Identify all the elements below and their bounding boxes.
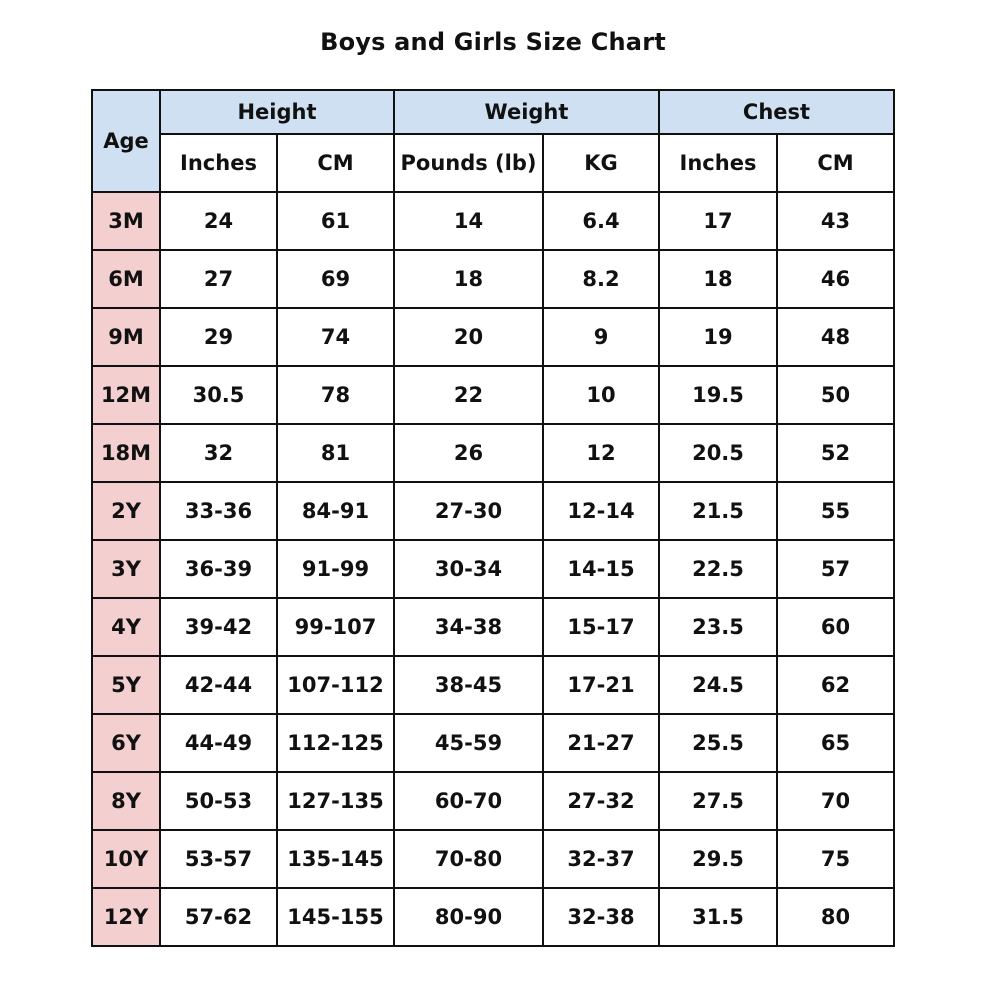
chest-cm-cell: 60 <box>777 598 894 656</box>
chart-title: Boys and Girls Size Chart <box>320 28 666 56</box>
weight-pounds-cell: 60-70 <box>394 772 543 830</box>
height-group-header: Height <box>160 90 394 134</box>
height-cm-cell: 135-145 <box>277 830 394 888</box>
chest-cm-cell: 62 <box>777 656 894 714</box>
height-inches-cell: 33-36 <box>160 482 277 540</box>
weight-pounds-cell: 70-80 <box>394 830 543 888</box>
table-row <box>92 714 894 772</box>
weight-kg-cell: 14-15 <box>543 540 659 598</box>
height-inches-header: Inches <box>160 134 277 192</box>
height-cm-cell: 112-125 <box>277 714 394 772</box>
chest-inches-cell: 23.5 <box>659 598 777 656</box>
height-cm-cell: 78 <box>277 366 394 424</box>
weight-pounds-cell: 27-30 <box>394 482 543 540</box>
age-cell: 12M <box>92 366 160 424</box>
table-row <box>92 772 894 830</box>
height-inches-cell: 24 <box>160 192 277 250</box>
chest-cm-cell: 43 <box>777 192 894 250</box>
height-inches-cell: 44-49 <box>160 714 277 772</box>
height-inches-cell: 39-42 <box>160 598 277 656</box>
weight-kg-cell: 27-32 <box>543 772 659 830</box>
chest-cm-cell: 46 <box>777 250 894 308</box>
table-row <box>92 250 894 308</box>
age-cell: 9M <box>92 308 160 366</box>
chest-cm-cell: 80 <box>777 888 894 946</box>
weight-pounds-header: Pounds (lb) <box>394 134 543 192</box>
height-cm-cell: 145-155 <box>277 888 394 946</box>
height-cm-cell: 127-135 <box>277 772 394 830</box>
weight-pounds-cell: 18 <box>394 250 543 308</box>
weight-kg-cell: 32-37 <box>543 830 659 888</box>
weight-pounds-cell: 45-59 <box>394 714 543 772</box>
height-cm-cell: 81 <box>277 424 394 482</box>
height-cm-header: CM <box>277 134 394 192</box>
height-inches-cell: 50-53 <box>160 772 277 830</box>
weight-kg-cell: 10 <box>543 366 659 424</box>
height-inches-cell: 36-39 <box>160 540 277 598</box>
table-row <box>92 192 894 250</box>
size-chart-table <box>91 89 895 947</box>
table-row <box>92 656 894 714</box>
chest-inches-cell: 27.5 <box>659 772 777 830</box>
chest-cm-cell: 75 <box>777 830 894 888</box>
chest-cm-cell: 70 <box>777 772 894 830</box>
chest-cm-cell: 57 <box>777 540 894 598</box>
age-cell: 8Y <box>92 772 160 830</box>
weight-kg-cell: 32-38 <box>543 888 659 946</box>
weight-kg-cell: 9 <box>543 308 659 366</box>
weight-kg-cell: 8.2 <box>543 250 659 308</box>
weight-pounds-cell: 20 <box>394 308 543 366</box>
age-cell: 6M <box>92 250 160 308</box>
weight-kg-cell: 6.4 <box>543 192 659 250</box>
age-cell: 5Y <box>92 656 160 714</box>
chest-inches-cell: 24.5 <box>659 656 777 714</box>
table-row <box>92 830 894 888</box>
age-cell: 3Y <box>92 540 160 598</box>
height-inches-cell: 32 <box>160 424 277 482</box>
weight-pounds-cell: 34-38 <box>394 598 543 656</box>
chest-cm-cell: 48 <box>777 308 894 366</box>
age-cell: 18M <box>92 424 160 482</box>
chest-inches-cell: 21.5 <box>659 482 777 540</box>
chest-inches-cell: 22.5 <box>659 540 777 598</box>
weight-kg-cell: 21-27 <box>543 714 659 772</box>
chest-cm-cell: 55 <box>777 482 894 540</box>
table-row <box>92 888 894 946</box>
height-cm-cell: 74 <box>277 308 394 366</box>
height-cm-cell: 107-112 <box>277 656 394 714</box>
height-inches-cell: 53-57 <box>160 830 277 888</box>
table-row <box>92 482 894 540</box>
chest-inches-cell: 29.5 <box>659 830 777 888</box>
chest-inches-cell: 20.5 <box>659 424 777 482</box>
chest-inches-cell: 25.5 <box>659 714 777 772</box>
age-cell: 3M <box>92 192 160 250</box>
height-cm-cell: 91-99 <box>277 540 394 598</box>
weight-pounds-cell: 38-45 <box>394 656 543 714</box>
chest-cm-cell: 50 <box>777 366 894 424</box>
table-row <box>92 424 894 482</box>
height-inches-cell: 29 <box>160 308 277 366</box>
chest-inches-cell: 17 <box>659 192 777 250</box>
weight-kg-header: KG <box>543 134 659 192</box>
chest-inches-header: Inches <box>659 134 777 192</box>
height-inches-cell: 42-44 <box>160 656 277 714</box>
table-row <box>92 540 894 598</box>
weight-kg-cell: 15-17 <box>543 598 659 656</box>
weight-kg-cell: 12 <box>543 424 659 482</box>
height-inches-cell: 30.5 <box>160 366 277 424</box>
height-inches-cell: 27 <box>160 250 277 308</box>
weight-pounds-cell: 26 <box>394 424 543 482</box>
chest-inches-cell: 18 <box>659 250 777 308</box>
height-cm-cell: 69 <box>277 250 394 308</box>
chest-inches-cell: 19.5 <box>659 366 777 424</box>
weight-pounds-cell: 30-34 <box>394 540 543 598</box>
weight-pounds-cell: 22 <box>394 366 543 424</box>
age-cell: 6Y <box>92 714 160 772</box>
weight-kg-cell: 12-14 <box>543 482 659 540</box>
table-row <box>92 308 894 366</box>
table-body <box>92 192 894 946</box>
age-cell: 10Y <box>92 830 160 888</box>
height-cm-cell: 61 <box>277 192 394 250</box>
height-cm-cell: 99-107 <box>277 598 394 656</box>
weight-kg-cell: 17-21 <box>543 656 659 714</box>
height-cm-cell: 84-91 <box>277 482 394 540</box>
table-row <box>92 598 894 656</box>
weight-pounds-cell: 14 <box>394 192 543 250</box>
chest-cm-cell: 52 <box>777 424 894 482</box>
chest-inches-cell: 19 <box>659 308 777 366</box>
age-cell: 2Y <box>92 482 160 540</box>
weight-group-header: Weight <box>394 90 659 134</box>
table-row <box>92 366 894 424</box>
weight-pounds-cell: 80-90 <box>394 888 543 946</box>
height-inches-cell: 57-62 <box>160 888 277 946</box>
chest-inches-cell: 31.5 <box>659 888 777 946</box>
chest-cm-header: CM <box>777 134 894 192</box>
chest-cm-cell: 65 <box>777 714 894 772</box>
age-cell: 4Y <box>92 598 160 656</box>
chest-group-header: Chest <box>659 90 894 134</box>
age-cell: 12Y <box>92 888 160 946</box>
age-header: Age <box>92 90 160 192</box>
